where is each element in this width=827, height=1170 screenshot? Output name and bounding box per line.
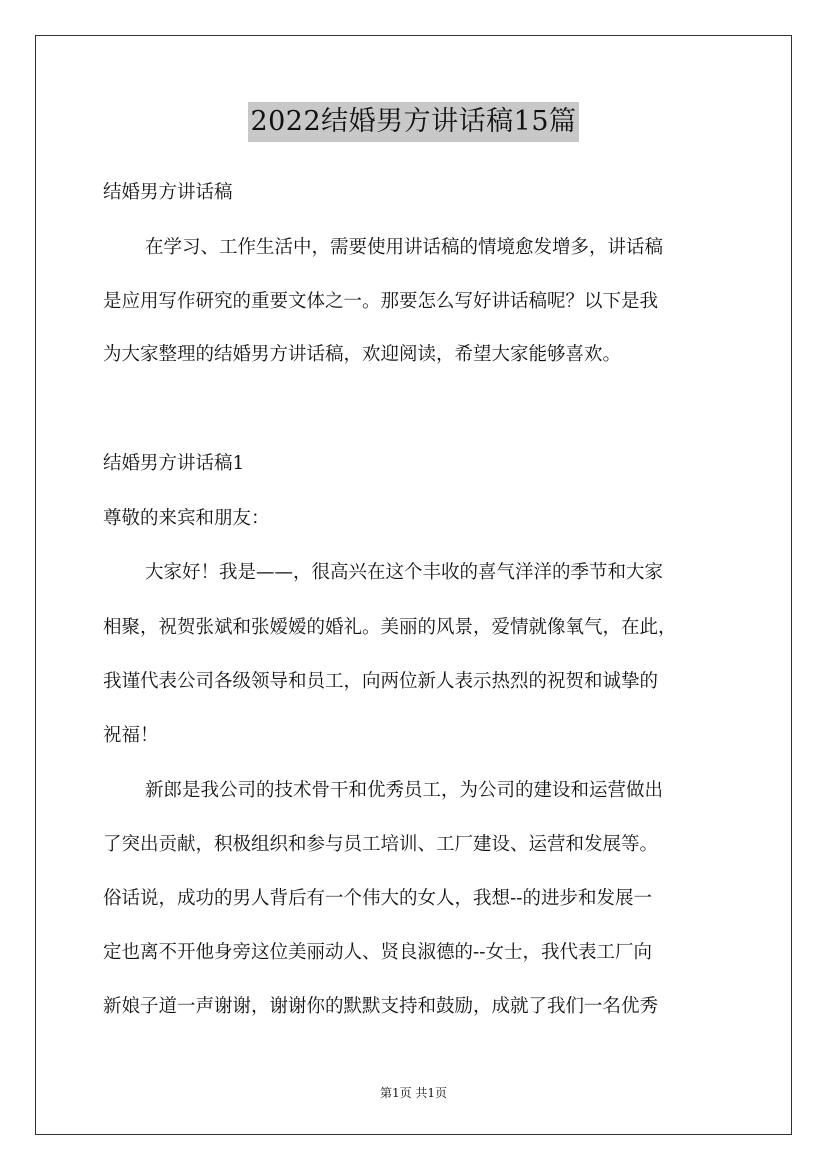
paragraph-line: 新娘子道一声谢谢，谢谢你的默默支持和鼓励，成就了我们一名优秀: [103, 996, 659, 1017]
page-number: 第1页 共1页: [379, 1086, 448, 1100]
salutation: 尊敬的来宾和朋友：: [103, 508, 270, 529]
paragraph-line: 是应用写作研究的重要文体之一。那要怎么写好讲话稿呢？以下是我: [103, 291, 659, 312]
section-heading: 结婚男方讲话稿: [103, 182, 233, 203]
paragraph-line: 大家好！我是——，很高兴在这个丰收的喜气洋洋的季节和大家: [145, 562, 664, 583]
paragraph-line: 新郎是我公司的技术骨干和优秀员工，为公司的建设和运营做出: [145, 780, 664, 801]
paragraph-line: 祝福！: [103, 725, 159, 746]
paragraph-line: 定也离不开他身旁这位美丽动人、贤良淑德的--女士，我代表工厂向: [103, 942, 653, 963]
document-title: 2022结婚男方讲话稿15篇: [248, 102, 578, 142]
paragraph-line: 我谨代表公司各级领导和员工，向两位新人表示热烈的祝贺和诚挚的: [103, 671, 659, 692]
title-container: [0, 102, 827, 142]
paragraph-line: 在学习、工作生活中，需要使用讲话稿的情境愈发增多，讲话稿: [145, 237, 664, 258]
paragraph-line: 为大家整理的结婚男方讲话稿，欢迎阅读，希望大家能够喜欢。: [103, 344, 622, 365]
paragraph-line: 俗话说，成功的男人背后有一个伟大的女人，我想--的进步和发展一: [103, 888, 653, 909]
paragraph-line: 相聚，祝贺张斌和张嫒嫒的婚礼。美丽的风景，爱情就像氧气，在此，: [103, 617, 677, 638]
section-heading: 结婚男方讲话稿1: [103, 453, 245, 474]
paragraph-line: 了突出贡献，积极组织和参与员工培训、工厂建设、运营和发展等。: [103, 834, 659, 855]
